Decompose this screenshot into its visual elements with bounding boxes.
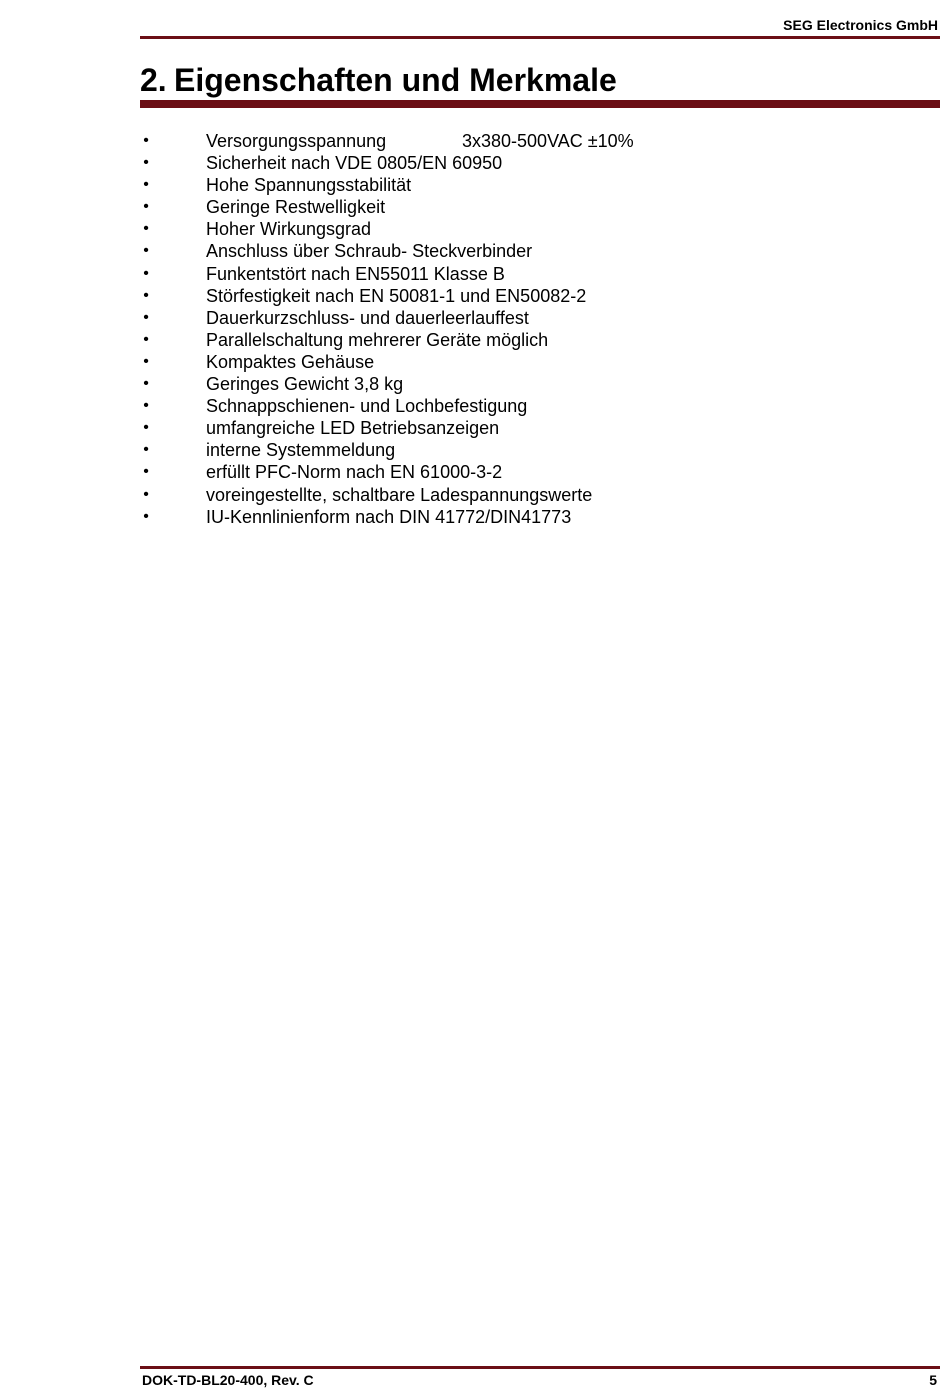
bullet-icon: • [143, 220, 149, 238]
feature-text: Funkentstört nach EN55011 Klasse B [206, 263, 505, 284]
feature-text: Sicherheit nach VDE 0805/EN 60950 [206, 153, 503, 174]
section-heading [140, 60, 617, 100]
bullet-icon: • [143, 132, 149, 149]
bullet-icon: • [143, 286, 149, 304]
bullet-icon: • [143, 198, 149, 216]
feature-text: Geringes Gewicht 3,8 kg [206, 374, 404, 395]
feature-text: Hohe Spannungsstabilität [206, 175, 412, 196]
section-number: 2. [140, 62, 167, 98]
company-name: SEG Electronics GmbH [783, 17, 938, 33]
feature-text: Schnappschienen- und Lochbefestigung [206, 396, 528, 417]
section-title: Eigenschaften und Merkmale [174, 62, 617, 98]
bullet-icon: • [143, 352, 149, 370]
feature-text: voreingestellte, schaltbare Ladespannungswerte [206, 484, 593, 505]
bullet-icon: • [143, 330, 149, 348]
feature-value: 3x380-500VAC ±10% [462, 131, 634, 151]
document-id: DOK-TD-BL20-400, Rev. C [142, 1372, 314, 1388]
header-rule [140, 36, 940, 39]
feature-text: Hoher Wirkungsgrad [206, 219, 372, 240]
feature-text: Geringe Restwelligkeit [206, 197, 386, 218]
bullet-icon: • [143, 485, 149, 503]
feature-text: umfangreiche LED Betriebsanzeigen [206, 418, 500, 439]
bullet-icon: • [143, 397, 149, 415]
bullet-icon: • [143, 242, 149, 260]
bullet-icon: • [143, 375, 149, 393]
title-rule [140, 100, 940, 108]
bullet-icon: • [143, 419, 149, 437]
feature-text: Anschluss über Schraub- Steckverbinder [206, 241, 533, 262]
bullet-icon: • [143, 441, 149, 459]
page-number: 5 [929, 1372, 937, 1388]
feature-text: Versorgungsspannung [206, 131, 387, 151]
bullet-icon: • [143, 507, 149, 525]
feature-text: interne Systemmeldung [206, 440, 396, 461]
feature-text: Kompaktes Gehäuse [206, 351, 375, 372]
feature-text: Dauerkurzschluss- und dauerleerlauffest [206, 307, 529, 328]
bullet-icon: • [143, 154, 149, 172]
bullet-icon: • [143, 264, 149, 282]
bullet-icon: • [143, 463, 149, 481]
feature-text: Störfestigkeit nach EN 50081-1 und EN50082-2 [206, 285, 587, 306]
bullet-icon: • [143, 176, 149, 194]
bullet-icon: • [143, 308, 149, 326]
feature-text: Parallelschaltung mehrerer Geräte möglich [206, 329, 549, 350]
footer-rule [140, 1366, 940, 1369]
feature-text: IU-Kennlinienform nach DIN 41772/DIN41773 [206, 506, 572, 527]
feature-text: erfüllt PFC-Norm nach EN 61000-3-2 [206, 462, 503, 483]
